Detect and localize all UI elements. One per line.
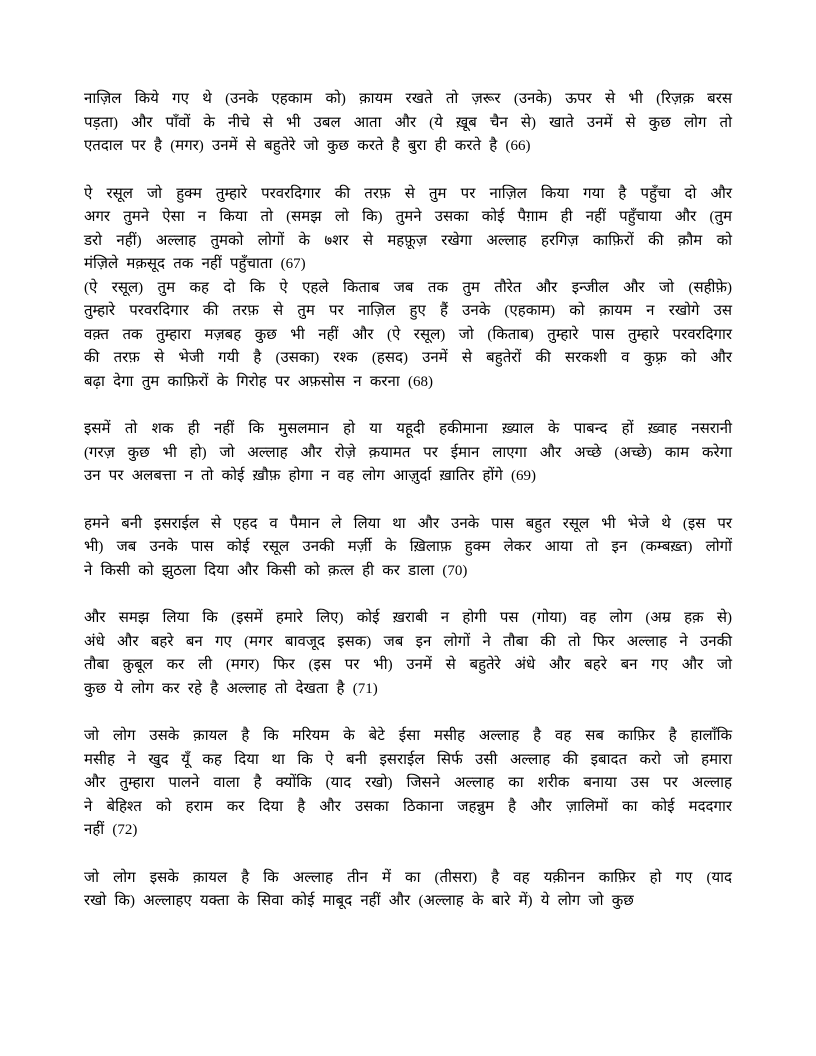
verse-72: [84, 725, 732, 843]
text-line: इसमें तो शक ही नहीं कि मुसलमान हो या यहूदी हकीमाना ख़्याल के पाबन्द हों ख़्वाह नसरानी: [84, 421, 732, 437]
text-line: पड़ता) और पाँवों के नीचे से भी उबल आता और (ये ख़ूब चैन से) खाते उनमें से कुछ लोग तो: [84, 114, 732, 131]
text-line: और तुम्हारा पालने वाला है क्योंकि (याद रखो) जिसने अल्लाह का शरीक बनाया उस पर अल्लाह: [84, 775, 732, 791]
text-line: (गरज़ कुछ भी हो) जो अल्लाह और रोज़े क़यामत पर ईमान लाएगा और अच्छे (अच्छे) काम करेगा: [84, 444, 732, 461]
text-line: ऐ रसूल जो हुक्म तुम्हारे परवरदिगार की तरफ़ से तुम पर नाज़िल किया गया है पहुँचा दो और: [84, 185, 732, 202]
verse-70: [84, 513, 732, 584]
text-line: जो लोग इसके क़ायल है कि अल्लाह तीन में का (तीसरा) है वह यक़ीनन काफ़िर हो गए (याद: [84, 869, 732, 886]
text-line: और समझ लिया कि (इसमें हमारे लिए) कोई ख़राबी न होगी पस (गोया) वह लोग (अम्र हक़ से): [84, 610, 732, 626]
text-line: तौबा क़ुबूल कर ली (मगर) फिर (इस पर भी) उनमें से बहुतेरे अंधे और बहरे बन गए और जो: [84, 657, 732, 673]
text-line: एतदाल पर है (मगर) उनमें से बहुतेरे जो कुछ करते है बुरा ही करते है (66): [84, 138, 531, 154]
paragraph-block: [84, 725, 732, 843]
text-line: कुछ ये लोग कर रहे है अल्लाह तो देखता है (71): [84, 680, 378, 697]
text-line: नहीं (72): [84, 822, 138, 838]
text-line: की तरफ़ से भेजी गयी है (उसका) रश्क (हसद) उनमें से बहुतेरों की सरकशी व कुफ़्र को और: [84, 350, 732, 366]
text-line: मसीह ने खुद यूँ कह दिया था कि ऐ बनी इसराईल सिर्फ उसी अल्लाह की इबादत करो जो हमारा: [84, 751, 732, 768]
text-line: बढ़ा देगा तुम काफ़िरों के गिरोह पर अफ़सोस न करना (68): [84, 373, 433, 390]
paragraph-block: [84, 183, 732, 395]
text-line: (ऐ रसूल) तुम कह दो कि ऐ एहले किताब जब तक तुम तौरेत और इन्जील और जो (सहीफ़े): [84, 279, 732, 296]
text-line: रखो कि) अल्लाहए यक्ता के सिवा कोई माबूद नहीं और (अल्लाह के बारे में) ये लोग जो कुछ: [84, 893, 634, 909]
paragraph-block: [84, 418, 732, 489]
document-body: [84, 88, 732, 914]
text-line: भी) जब उनके पास कोई रसूल उनकी मर्ज़ी के ख़िलाफ़ हुक्म लेकर आया तो इन (कम्बख़्त) लोगों: [84, 539, 732, 555]
verse-66: [84, 88, 732, 159]
text-line: अगर तुमने ऐसा न किया तो (समझ लो कि) तुमने उसका कोई पैग़ाम ही नहीं पहुँचाया और (तुम: [84, 209, 732, 225]
text-line: ने किसी को झुठला दिया और किसी को क़त्ल ही कर डाला (70): [84, 562, 468, 579]
verse-69: [84, 418, 732, 489]
text-line: उन पर अलबत्ता न तो कोई ख़ौफ़ होगा न वह लोग आज़ुर्दा ख़ातिर होंगे (69): [84, 468, 537, 484]
verse-71: [84, 607, 732, 701]
paragraph-block: [84, 867, 732, 914]
verse-68: [84, 277, 732, 395]
paragraph-block: [84, 607, 732, 701]
text-line: अंधे और बहरे बन गए (मगर बावजूद इसक) जब इन लोगों ने तौबा की तो फिर अल्लाह ने उनकी: [84, 633, 732, 650]
verse-67: [84, 183, 732, 277]
text-line: तुम्हारे परवरदिगार की तरफ़ से तुम पर नाज़िल हुए हैं उनके (एहकाम) को क़ायम न रखोगे उस: [84, 303, 732, 319]
paragraph-block: [84, 513, 732, 584]
text-line: हमने बनी इसराईल से एहद व पैमान ले लिया था और उनके पास बहुत रसूल भी भेजे थे (इस पर: [84, 515, 732, 532]
paragraph-block: [84, 88, 732, 159]
text-line: नाज़िल किये गए थे (उनके एहकाम को) क़ायम रखते तो ज़रूर (उनके) ऊपर से भी (रिज़क़ बरस: [84, 91, 732, 107]
text-line: ने बेहिश्त को हराम कर दिया है और उसका ठिकाना जहन्नुम है और ज़ालिमों का कोई मददगार: [84, 798, 732, 815]
text-line: जो लोग उसके क़ायल है कि मरियम के बेटे ईसा मसीह अल्लाह है वह सब काफ़िर है हालाँकि: [84, 728, 732, 744]
verse-73: [84, 867, 732, 914]
text-line: मंज़िले मक़सूद तक नहीं पहुँचाता (67): [84, 256, 306, 272]
text-line: डरो नहीं) अल्लाह तुमको लोगों के ७शर से महफ़ूज़ रखेगा अल्लाह हरगिज़ काफ़िरों की क़ौम को: [84, 232, 732, 249]
text-line: वक़्त तक तुम्हारा मज़बह कुछ भी नहीं और (ऐ रसूल) जो (किताब) तुम्हारे पास तुम्हारे परवरदिगार: [84, 326, 732, 343]
